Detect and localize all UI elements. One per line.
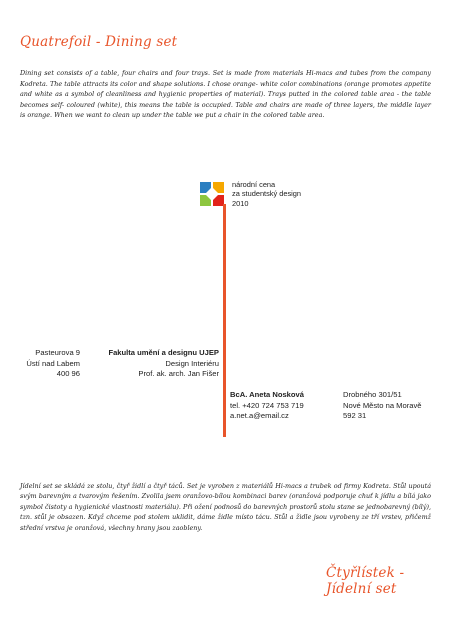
award-line-3: 2010 xyxy=(232,198,249,208)
accent-vertical-line xyxy=(223,204,226,437)
czech-description: Jídelní set se skládá ze stolu, čtyř židlí a čtyř táců. Set je vyroben z materiálů Hi-macs a trubek od firmy Kodreta. Stůl upoutá svým barevným a tvarovým řešením. Zvolila jsem oranžovo-bílou kombinaci barev (oranžová podporuje chuť k jídlu a bílá jako symbol čistoty a hygienické vlastnosti materiálu). Při ožení podnosů do barevných prostorů stolu stane se jednobarevný (bílý), tzn. stůl je obsazen. Když chceme pod stolem uklidit, dáme židle místo tácu. Stůl a židle jsou vyrobeny ze tří vrstev, přičemž střední vrstva je oranžová, všechny hrany jsou zaobleny. xyxy=(20,482,431,532)
author-name: BcA. Aneta Nosková xyxy=(230,390,304,399)
school-street: Pasteurova 9 xyxy=(35,348,80,357)
award-line-2: za studentský design xyxy=(232,189,302,199)
author-street: Drobného 301/51 xyxy=(343,390,402,399)
award-logo-icon xyxy=(200,182,224,206)
school-name: Fakulta umění a designu UJEP xyxy=(108,348,219,357)
page-title-czech: Čtyřlístek - Jídelní set xyxy=(326,565,405,597)
author-address xyxy=(343,390,443,422)
school-address xyxy=(20,348,80,380)
author-phone: tel. +420 724 753 719 xyxy=(230,400,304,410)
author-info xyxy=(230,390,340,422)
english-description: Dining set consists of a table, four chairs and four trays. Set is made from materials Hi-macs and tubes from the company Kodreta. The table attracts its color and shape solutions. I chose orange- white color combinations (orange promotes appetite and white as a symbol of cleanliness and hygienic properties of material). Trays putted in the colored table area - the table becomes self- coloured (white), this means the table is occupied. Table and chairs are made of three layers, the middle layer is orange. When we want to clean up under the table we put a chair in the colored table area. xyxy=(20,69,431,120)
school-city: Ústí nad Labem xyxy=(26,358,80,368)
school-department: Design Interiéru xyxy=(165,358,219,368)
award-text xyxy=(232,180,301,208)
author-zip: 592 31 xyxy=(343,411,367,421)
school-info xyxy=(88,348,219,380)
author-city: Nové Město na Moravě xyxy=(343,400,422,410)
author-email: a.net.a@email.cz xyxy=(230,411,289,421)
page-title-english: Quatrefoil - Dining set xyxy=(20,34,178,50)
school-professor: Prof. ak. arch. Jan Fišer xyxy=(138,369,219,379)
award-line-1: národní cena xyxy=(232,180,276,189)
school-zip: 400 96 xyxy=(56,369,80,379)
